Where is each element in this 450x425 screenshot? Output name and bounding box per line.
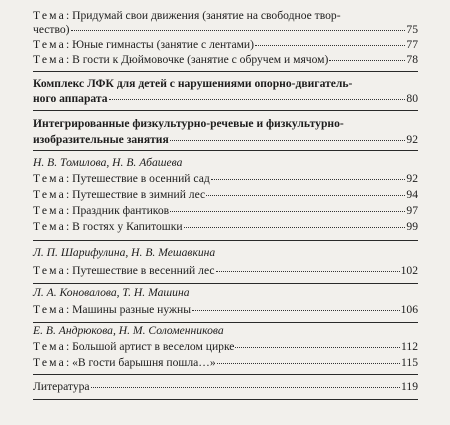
authors: Е. В. Андрюкова, Н. М. Соломенникова (33, 324, 224, 337)
dot-leader (91, 386, 400, 388)
tema-label: Тема (33, 264, 66, 277)
page-number: 112 (401, 340, 418, 353)
tema-label: Тема (33, 356, 66, 369)
section-rule (33, 322, 418, 323)
dot-leader (184, 226, 406, 228)
section-rule (33, 374, 418, 375)
section-title: Комплекс ЛФК для детей с нарушениями опорно-двигатель- (33, 77, 353, 90)
entry-title: : Придумай свои движения (занятие на свободное твор- (66, 9, 341, 22)
tema-label: Тема (33, 172, 66, 185)
authors: Л. П. Шарифулина, Н. В. Мешавкина (33, 246, 216, 259)
section-heading[interactable] (33, 92, 418, 106)
toc-entry[interactable] (33, 188, 418, 202)
tema-label: Тема (33, 220, 66, 233)
section-title: Интегрированные физкультурно-речевые и физкультурно- (33, 117, 344, 130)
authors: Л. А. Коновалова, Т. Н. Машина (33, 286, 190, 299)
dot-leader (71, 29, 406, 31)
section-rule (33, 399, 418, 400)
dot-leader (329, 59, 405, 61)
dot-leader (109, 98, 406, 100)
entry-title: : В гостях у Капитошки (66, 220, 183, 233)
dot-leader (255, 44, 405, 46)
section-rule (33, 240, 418, 241)
entry-title: : В гости к Дюймовочке (занятие с обручем и мячом) (66, 53, 329, 66)
entry-title: : Путешествие в весенний лес (66, 264, 215, 277)
page-number: 99 (406, 220, 418, 233)
toc-entry[interactable] (33, 53, 418, 67)
section-heading[interactable] (33, 133, 418, 147)
authors: Н. В. Томилова, Н. В. Абашева (33, 156, 183, 169)
tema-label: Тема (33, 9, 66, 22)
page-number: 75 (406, 23, 418, 36)
entry-title: : Юные гимнасты (занятие с лентами) (66, 38, 254, 51)
section-heading-line (33, 117, 418, 131)
section-rule (33, 150, 418, 151)
section-rule (33, 283, 418, 284)
section-title-cont: изобразительные занятия (33, 133, 169, 146)
dot-leader (217, 362, 400, 364)
section-title-cont: ного аппарата (33, 92, 108, 105)
page-number: 119 (401, 380, 418, 393)
tema-label: Тема (33, 204, 66, 217)
section-rule (33, 71, 418, 72)
entry-title: : Путешествие в осенний сад (66, 172, 210, 185)
page-number: 94 (406, 188, 418, 201)
section-heading-line (33, 77, 418, 91)
toc-entry[interactable] (33, 264, 418, 278)
dot-leader (235, 346, 400, 348)
toc-entry[interactable] (33, 38, 418, 52)
dot-leader (211, 178, 406, 180)
dot-leader (170, 210, 405, 212)
page-number: 97 (406, 204, 418, 217)
entry-title: : Праздник фантиков (66, 204, 170, 217)
dot-leader (216, 270, 400, 272)
toc-entry[interactable] (33, 356, 418, 370)
toc-entry[interactable] (33, 340, 418, 354)
page-number: 80 (406, 92, 418, 105)
section-rule (33, 110, 418, 111)
page-number: 102 (400, 264, 418, 277)
toc-entry-line (33, 9, 418, 23)
tema-label: Тема (33, 303, 66, 316)
toc-entry[interactable] (33, 23, 418, 37)
toc-entry[interactable] (33, 303, 418, 317)
entry-title: Литература (33, 380, 90, 393)
dot-leader (192, 309, 400, 311)
page-number: 92 (406, 172, 418, 185)
tema-label: Тема (33, 340, 66, 353)
entry-title: : «В гости барышня пошла…» (66, 356, 216, 369)
dot-leader (206, 194, 405, 196)
dot-leader (170, 139, 406, 141)
page-number: 92 (406, 133, 418, 146)
tema-label: Тема (33, 188, 66, 201)
page-number: 115 (401, 356, 418, 369)
page-number: 77 (406, 38, 418, 51)
page-number: 106 (400, 303, 418, 316)
toc-entry-literature[interactable] (33, 380, 418, 394)
entry-title: : Большой артист в веселом цирке (66, 340, 235, 353)
entry-title: : Путешествие в зимний лес (66, 188, 206, 201)
toc-entry[interactable] (33, 204, 418, 218)
entry-title: : Машины разные нужны (66, 303, 192, 316)
tema-label: Тема (33, 38, 66, 51)
page-number: 78 (406, 53, 418, 66)
tema-label: Тема (33, 53, 66, 66)
toc-entry[interactable] (33, 220, 418, 234)
entry-title-cont: чество) (33, 23, 70, 36)
toc-entry[interactable] (33, 172, 418, 186)
